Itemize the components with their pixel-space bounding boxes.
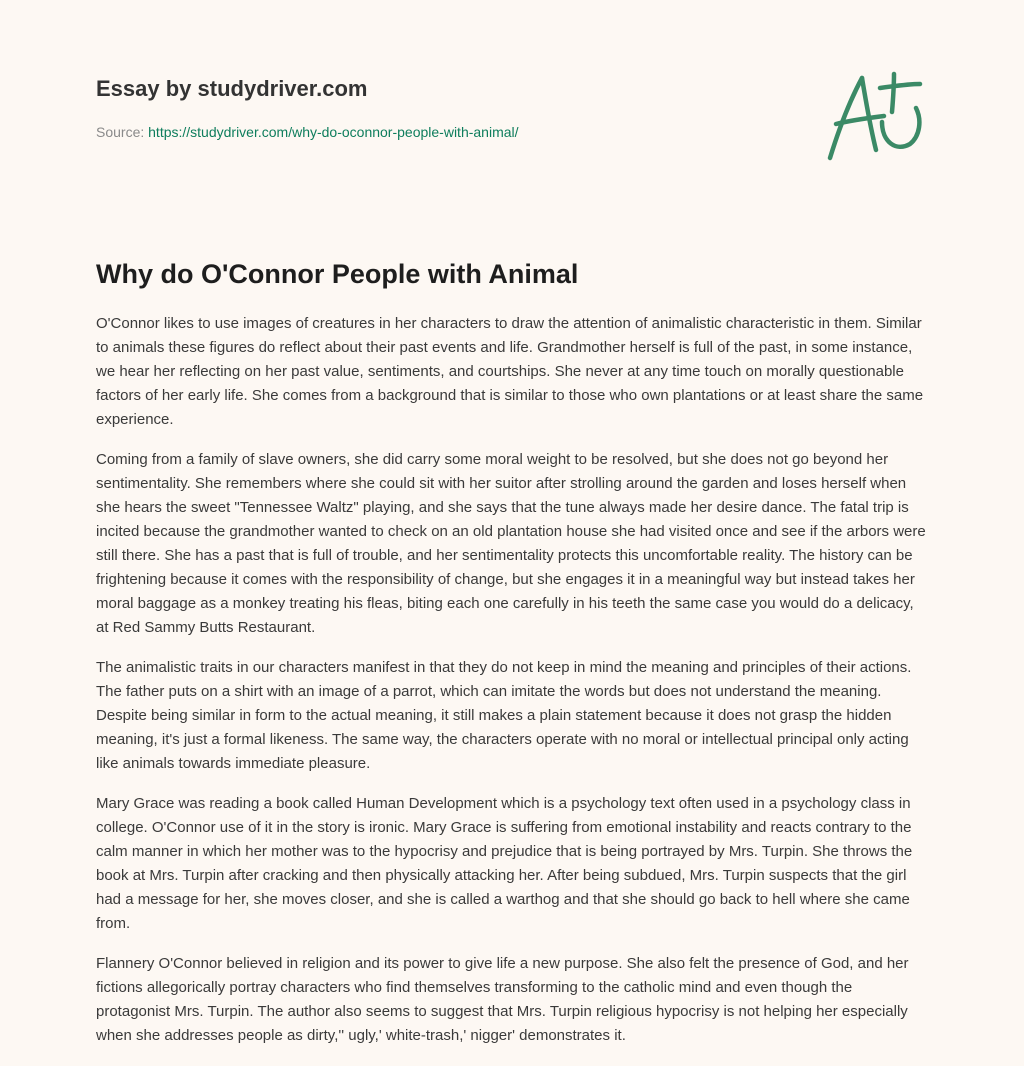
article-title: Why do O'Connor People with Animal xyxy=(96,259,579,289)
essay-article xyxy=(96,252,928,1064)
paragraph-3: The animalistic traits in our characters manifest in that they do not keep in mind the meaning and principles of their actions. The father puts on a shirt with an image of a parrot, which can imitate the words but does not understand the meaning. Despite being similar in form to the actual meaning, it still makes a plain statement because it does not grasp the hidden meaning, it's just a formal likeness. The same way, the characters operate with no moral or intellectual principal only acting like animals towards immediate pleasure. xyxy=(96,659,912,772)
source-link[interactable]: https://studydriver.com/why-do-oconnor-people-with-animal/ xyxy=(148,124,519,140)
paragraph-5: Flannery O'Connor believed in religion and its power to give life a new purpose. She also felt the presence of God, and her fictions allegorically portray characters who find themselves transforming to the catholic mind and even though the protagonist Mrs. Turpin. The author also seems to suggest that Mrs. Turpin religious hypocrisy is not helping her especially when she addresses people as dirty,'' ugly,' white-trash,' nigger' demonstrates it. xyxy=(96,955,909,1044)
paragraph-1: O'Connor likes to use images of creatures in her characters to draw the attention of animalistic characteristic in them. Similar to animals these figures do reflect about their past events and life. Grandmother herself is full of the past, in some instance, we hear her reflecting on her past value, sentiments, and courtships. She never at any time touch on morally questionable factors of her early life. She comes from a background that is similar to those who own plantations or at least share the same experience. xyxy=(96,315,924,428)
a-plus-logo-icon xyxy=(822,66,928,166)
site-title: Essay by studydriver.com xyxy=(96,76,368,101)
source-line xyxy=(96,122,796,142)
paragraph-4: Mary Grace was reading a book called Human Development which is a psychology text often used in a psychology class in college. O'Connor use of it in the story is ironic. Mary Grace is suffering from emotional instability and reacts contrary to the calm manner in which her mother was to the hypocrisy and prejudice that is being portrayed by Mrs. Turpin. She throws the book at Mrs. Turpin after cracking and then physically attacking her. After being subdued, Mrs. Turpin suspects that the girl had a message for her, she moves closer, and she is called a warthog and that she should go back to hell where she came from. xyxy=(96,795,913,932)
source-label: Source: xyxy=(96,124,149,140)
page-header xyxy=(96,74,796,142)
paragraph-2: Coming from a family of slave owners, she did carry some moral weight to be resolved, but she does not go beyond her sentimentality. She remembers where she could sit with her suitor after strolling around the garden and loses herself when she hears the sweet "Tennessee Waltz" playing, and she says that the tune always made her desire dance. The fatal trip is incited because the grandmother wanted to check on an old plantation house she had visited once and see if the arbors were still there. She has a past that is full of trouble, and her sentimentality protects this uncomfortable reality. The history can be frightening because it comes with the responsibility of change, but she engages it in a meaningful way but instead takes her moral baggage as a monkey treating his fleas, biting each one carefully in his teeth the same case you would do a delicacy, at Red Sammy Butts Restaurant. xyxy=(96,451,926,636)
